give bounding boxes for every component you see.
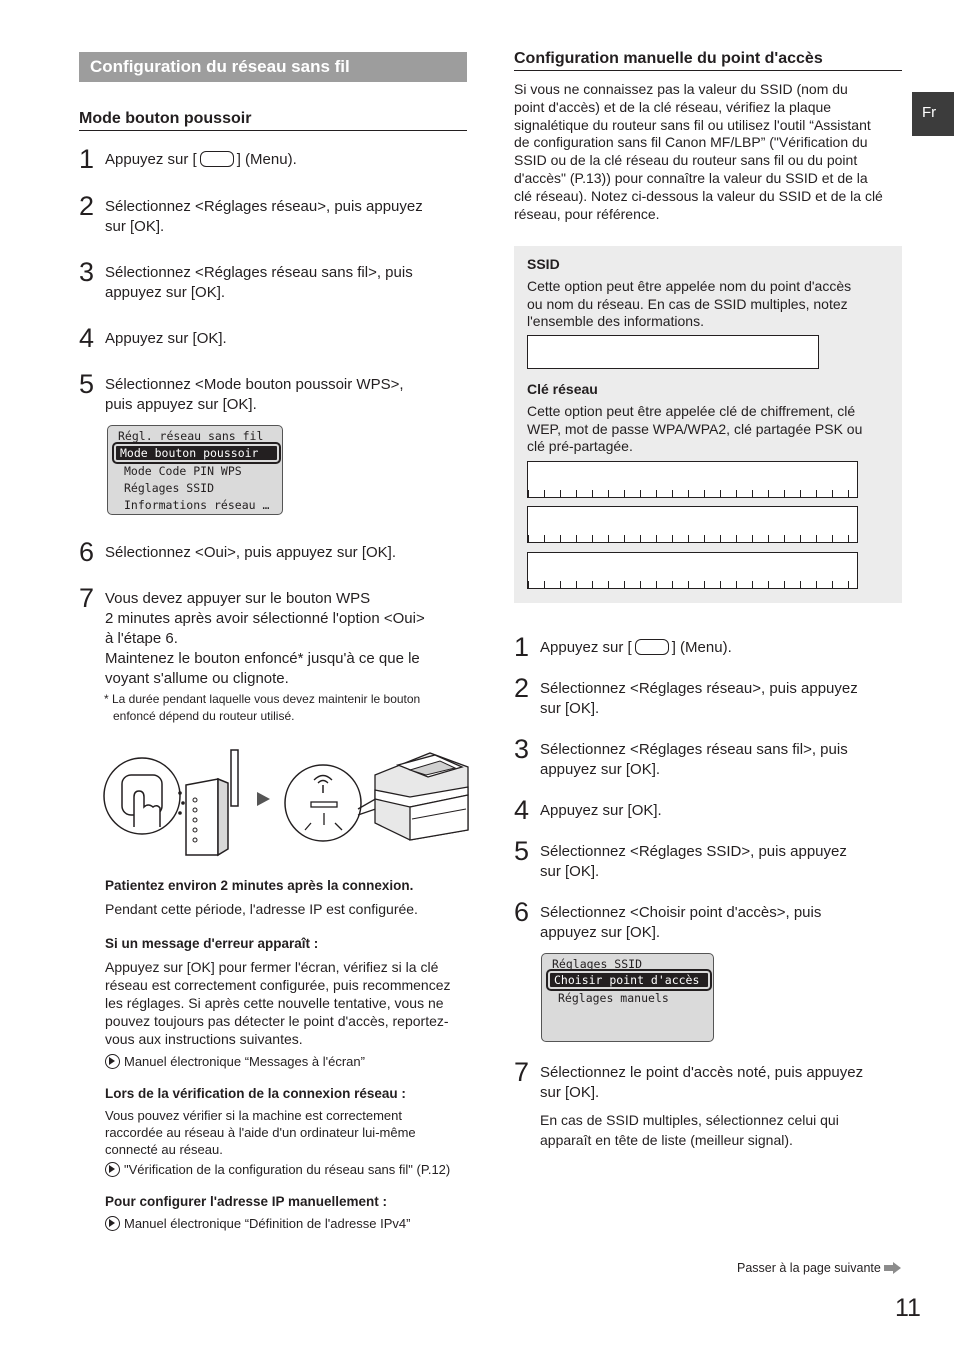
manual-ip-block: Pour configurer l'adresse IP manuellement : Manuel électronique “Définition de l'adresse IPv4” [105,1194,411,1231]
reference-arrow-icon [105,1216,120,1231]
arrow-right-icon [884,1262,902,1274]
lcd-screen-wireless: Régl. réseau sans fil Mode bouton poussoir Mode Code PIN WPS Réglages SSID Informations réseau … [107,425,283,515]
footnote: * La durée pendant laquelle vous devez maintenir le bouton enfoncé dépend du routeur utilisé. [104,692,421,723]
key-write-field-3[interactable] [527,552,858,589]
verification-block: Lors de la vérification de la connexion réseau : Vous pouvez vérifier si la machine est correctement raccordée au réseau à l'aide d'un ordinateur lui-même connecté au réseau. "Vérification de la configuration du réseau sans fil" (P.12) [105,1086,451,1177]
menu-key-icon [635,639,669,655]
reference-arrow-icon [105,1162,120,1177]
reference-link[interactable]: Manuel électronique “Messages à l'écran” [124,1054,365,1069]
lcd-selected-item: Mode bouton poussoir [116,446,277,460]
printer-icon [375,753,468,840]
note-box [514,246,902,603]
key-write-field-1[interactable] [527,461,858,498]
key-title: Clé réseau [527,381,598,397]
divider [514,70,902,71]
wps-illustration [100,745,472,860]
multiple-ssid-note: En cas de SSID multiples, sélectionnez celui qui apparaît en tête de liste (meilleur signal). [540,1112,839,1148]
section-title: Configuration du réseau sans fil [90,57,350,76]
menu-key-icon [200,151,234,167]
intro-text: Si vous ne connaissez pas la valeur du SSID (nom du point d'accès) et de la clé réseau, vérifiez la plaque signalétique du routeur sans fil ou utilisez l'outil “Assistant de configuration sans fil Canon MF/LBP” ("Vérification du SSID ou de la clé réseau du routeur sans fil ou du point d'accès" (P.13)) pour connaître la valeur du SSID et de la clé réseau). Notez ci-dessous la valeur du SSID et de la clé réseau, pour référence. [514,81,883,222]
ssid-title: SSID [527,256,560,272]
lcd-screen-ssid: Réglages SSID Choisir point d'accès Réglages manuels [541,953,714,1042]
key-description: Cette option peut être appelée clé de chiffrement, clé WEP, mot de passe WPA/WPA2, clé partagée PSK ou clé pré-partagée. [527,403,863,454]
divider [79,130,467,131]
key-write-field-2[interactable] [527,506,858,543]
error-block: Si un message d'erreur apparaît : Appuyez sur [OK] pour fermer l'écran, vérifiez si la clé réseau est correctement configurée, puis recommencez les réglages. Si après cette nouvelle tentative, vous ne pouvez toujours pas détecter le point d'accès, reportez- vous aux instructions suivantes. Manuel électronique “Messages à l'écran” [105,936,451,1069]
page-number: 11 [895,1294,921,1322]
next-page-link[interactable]: Passer à la page suivante [737,1261,902,1275]
arrow-right-icon [257,792,270,806]
router-icon [186,750,238,855]
section-title-bar [79,52,467,82]
subsection-title-push-button: Mode bouton poussoir [79,110,252,127]
reference-link[interactable]: Manuel électronique “Définition de l'adresse IPv4” [124,1216,411,1231]
lcd-selected-item: Choisir point d'accès [550,973,708,987]
ssid-description: Cette option peut être appelée nom du point d'accès ou nom du réseau. En cas de SSID multiples, notez l'ensemble des informations. [527,278,852,329]
language-tab: Fr [912,92,954,136]
wait-block: Patientez environ 2 minutes après la connexion. Pendant cette période, l'adresse IP est configurée. [105,878,418,917]
ssid-write-field[interactable] [527,335,819,369]
subsection-title-manual: Configuration manuelle du point d'accès [514,50,823,67]
reference-arrow-icon [105,1054,120,1069]
reference-link[interactable]: "Vérification de la configuration du réseau sans fil" (P.12) [124,1162,451,1177]
